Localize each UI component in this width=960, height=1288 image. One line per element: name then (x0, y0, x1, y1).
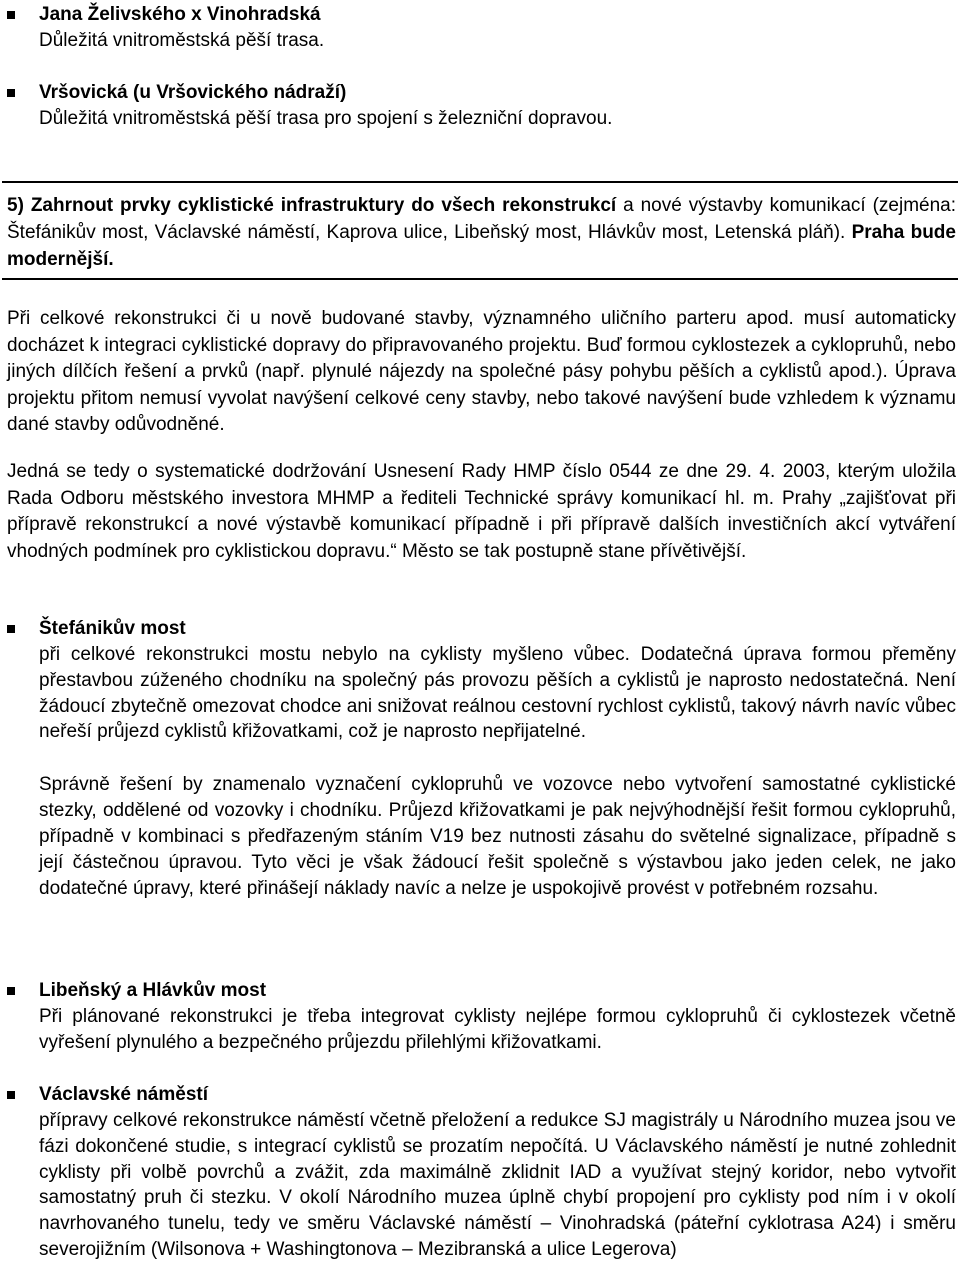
section-5-title: 5) Zahrnout prvky cyklistické infrastruktury do všech rekonstrukcí (7, 195, 617, 216)
bullet-item-vaclavske (7, 1082, 956, 1263)
bullet-square-icon (7, 11, 15, 19)
bullet-item (7, 80, 959, 132)
bullet-item-stefanikuv (7, 616, 956, 902)
bullet-square-icon (7, 987, 15, 995)
bullet-title: Libeňský a Hlávkův most (39, 980, 267, 1001)
paragraph-integration: Při celkové rekonstrukci či u nově budované stavby, významného uličního parteru apod. musí automaticky docházet k integraci cyklistické dopravy do připravovaného projektu. Buď formou cyklostezek a cyklopruhů, nebo jiných dílčích řešení a prvků (např. plynulé nájezdy na společné pásy pohybu pěších a cyklistů apod.). Úprava projektu přitom nemusí vyvolat navýšení celkové ceny stavby, nebo takové navýšení bude vzhledem k významu dané stavby odůvodněné. (7, 308, 956, 435)
bullet-title: Jana Želivského x Vinohradská (39, 4, 321, 25)
bullet-text: Důležitá vnitroměstská pěší trasa pro spojení s železniční dopravou. (39, 108, 613, 129)
section-5-text: a nové výstavby komunikací (zejména: Štefánikův most, Václavské náměstí, Kaprova ulice, Libeňský most, Hlávkův most, Letenská pláň). (7, 195, 957, 243)
section-rule-bottom (2, 278, 958, 280)
bullet-title: Štefánikův most (39, 618, 186, 639)
section-5-heading (7, 192, 956, 273)
bullet-square-icon (7, 625, 15, 633)
bullet-text: při celkové rekonstrukci mostu nebylo na cyklisty myšleno vůbec. Dodatečná úprava formou přeměny přestavbou zúženého chodníku na společný pás provozu pěších a cyklistů je naprosto nedostatečná. Není žádoucí zbytečně omezovat chodce ani snižovat reálnou cestovní rychlost cyklistů, takový návrh navíc vůbec neřeší průjezd cyklistů křižovatkami, což je naprosto nepřijatelné. (39, 644, 956, 743)
section-5-slogan: Praha bude modernější. (7, 222, 956, 270)
bullet-square-icon (7, 1091, 15, 1099)
bullet-item (7, 2, 959, 54)
bullet-text: přípravy celkové rekonstrukce náměstí včetně přeložení a redukce SJ magistrály u Národního muzea jsou ve fázi dokončené studie, s integrací cyklistů se prozatím nepočítá. U Václavského náměstí je nutné zohlednit cyklisty při volbě povrchů a zvážit, zda maximálně zklidnit IAD a využívat stejný koridor, nebo vytvořit samostatný pruh či stezku. V okolí Národního muzea úplně chybí propojení pro cyklisty pod ním i v okolí navrhovaného tunelu, tedy ve směru Václavské náměstí – Vinohradská (páteřní cyklotrasa A24) i směru severojižním (Wilsonova + Washingtonova – Mezibranská a ulice Legerova) (39, 1110, 956, 1260)
paragraph-resolution: Jedná se tedy o systematické dodržování Usnesení Rady HMP číslo 0544 ze dne 29. 4. 2003, kterým uložila Rada Odboru městského investora MHMP a řediteli Technické správy komunikací hl. m. Prahy „zajišťovat při přípravě rekonstrukcí a nové výstavbě komunikací případně i při přípravě dalších investičních akcí vytváření vhodných podmínek pro cyklistickou dopravu.“ Město se tak postupně stane přívětivější. (7, 461, 956, 562)
section-rule-top (2, 181, 958, 183)
bullet-square-icon (7, 89, 15, 97)
bullet-text: Při plánované rekonstrukci je třeba integrovat cyklisty nejlépe formou cyklopruhů či cyklostezek včetně vyřešení plynulého a bezpečného průjezdu přilehlými křižovatkami. (39, 1006, 956, 1053)
bullet-title: Václavské náměstí (39, 1084, 209, 1105)
bullet-item-libensky (7, 978, 956, 1056)
bullet-title: Vršovická (u Vršovického nádraží) (39, 82, 347, 103)
bullet-extra-text: Správně řešení by znamenalo vyznačení cyklopruhů ve vozovce nebo vytvoření samostatné cyklistické stezky, oddělené od vozovky i chodníku. Průjezd křižovatkami je pak nejvýhodnější řešit formou cyklopruhů, případně v kombinaci s předřazeným stáním V19 bez nutnosti zásahu do světelné signalizace, případně s její částečnou úpravou. Tyto věci je však žádoucí řešit společně s výstavbou jako jeden celek, ne jako dodatečné úpravy, které přinášejí náklady navíc a nelze je uspokojivě provést v potřebném rozsahu. (39, 774, 956, 900)
bullet-text: Důležitá vnitroměstská pěší trasa. (39, 30, 325, 51)
